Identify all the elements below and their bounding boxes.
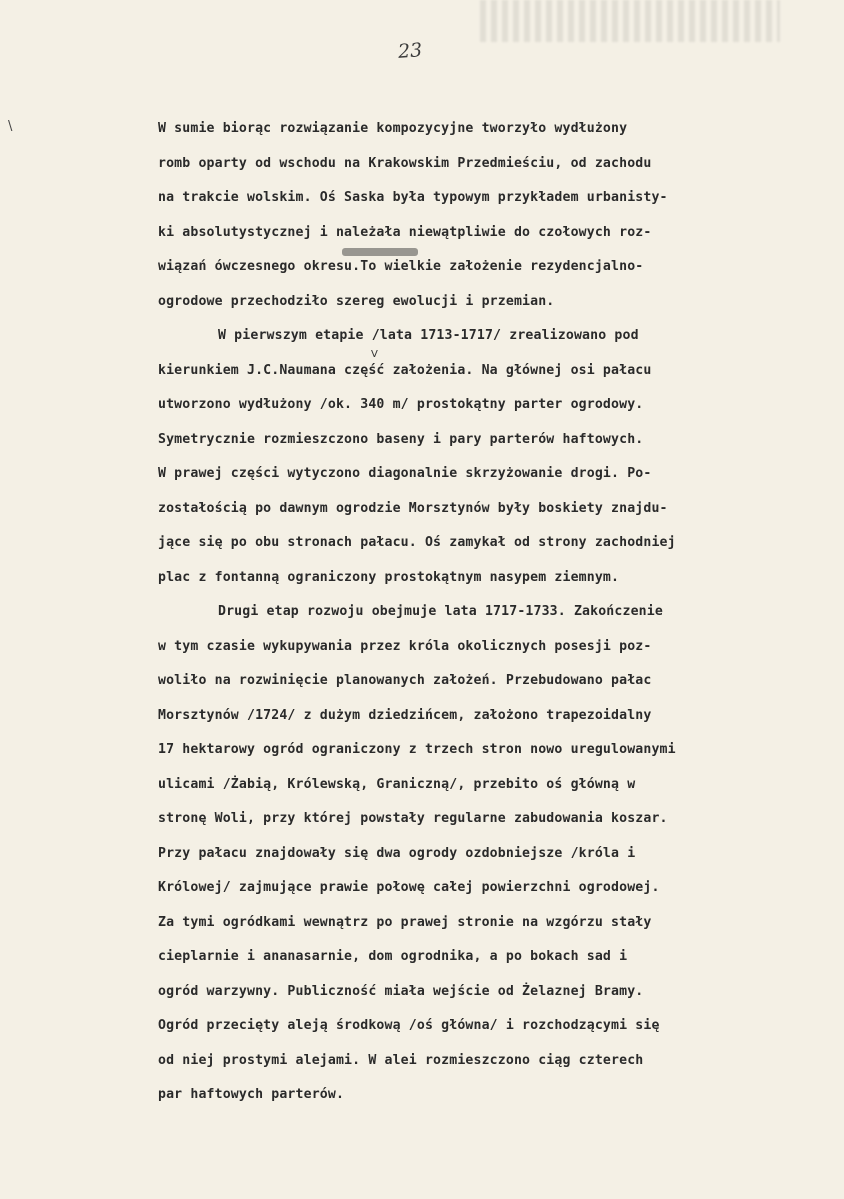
text-line: 17 hektarowy ogród ograniczony z trzech stron nowo uregulowanymi [158,742,676,757]
paragraph-3 [158,595,824,1113]
text-line: romb oparty od wschodu na Krakowskim Przedmieściu, od zachodu [158,155,652,171]
text-line: wiązań ówczesnego okresu.To wielkie założenie rezydencjalno- [158,259,644,274]
text-line: jące się po obu stronach pałacu. Oś zamykał od strony zachodniej [158,535,676,550]
text-line: na trakcie wolskim. Oś Saska była typowym przykładem urbanisty- [158,190,668,205]
text-line: par haftowych parterów. [158,1087,345,1102]
text-line: Morsztynów /1724/ z dużym dziedzińcem, założono trapezoidalny [158,707,652,723]
text-line: W pierwszym etapie /lata 1713-1717/ zrealizowano pod [218,328,639,343]
text-line: W prawej części wytyczono diagonalnie skrzyżowanie drogi. Po- [158,466,652,481]
text-line: ki absolutystycznej i należała niewątpliwie do czołowych roz- [158,224,652,240]
text-line: Królowej/ zajmujące prawie połowę całej powierzchni ogrodowej. [158,880,660,895]
text-line: ogród warzywny. Publiczność miała wejście od Żelaznej Bramy. [158,983,644,999]
text-line: kierunkiem J.C.Naumana część założenia. Na głównej osi pałacu [158,362,652,378]
text-line: cieplarnie i ananasarnie, dom ogrodnika, a po bokach sad i [158,949,628,964]
text-line: ulicami /Żabią, Królewską, Graniczną/, przebito oś główną w [158,776,636,792]
strikethrough-correction [342,248,418,256]
text-line: Przy pałacu znajdowały się dwa ogrody ozdobniejsze /króla i [158,845,636,861]
text-line: zostałością po dawnym ogrodzie Morsztynów były boskiety znajdu- [158,500,668,516]
text-line: woliło na rozwinięcie planowanych założeń. Przebudowano pałac [158,673,652,688]
page-number: 23 [397,39,423,63]
text-line: Ogród przecięty aleją środkową /oś główna/ i rozchodzącymi się [158,1018,660,1033]
text-line: W sumie biorąc rozwiązanie kompozycyjne tworzyło wydłużony [158,121,628,136]
body-text [158,112,824,1113]
text-line: stronę Woli, przy której powstały regularne zabudowania koszar. [158,811,668,826]
text-line: od niej prostymi alejami. W alei rozmieszczono ciąg czterech [158,1052,644,1068]
margin-mark: \ [8,119,13,134]
text-line: utworzono wydłużony /ok. 340 m/ prostokątny parter ogrodowy. [158,397,644,412]
text-line: Drugi etap rozwoju obejmuje lata 1717-1733. Zakończenie [218,604,663,619]
text-line: w tym czasie wykupywania przez króla okolicznych posesji poz- [158,638,652,654]
handwritten-correction-mark: V [371,349,378,360]
text-line: Za tymi ogródkami wewnątrz po prawej stronie na wzgórzu stały [158,914,652,930]
bleed-through-text [480,0,780,42]
paragraph-2 [158,319,824,595]
paragraph-1 [158,112,824,319]
text-line: ogrodowe przechodziło szereg ewolucji i przemian. [158,293,555,309]
text-line: plac z fontanną ograniczony prostokątnym nasypem ziemnym. [158,569,620,585]
text-line: Symetrycznie rozmieszczono baseny i pary parterów haftowych. [158,431,644,447]
